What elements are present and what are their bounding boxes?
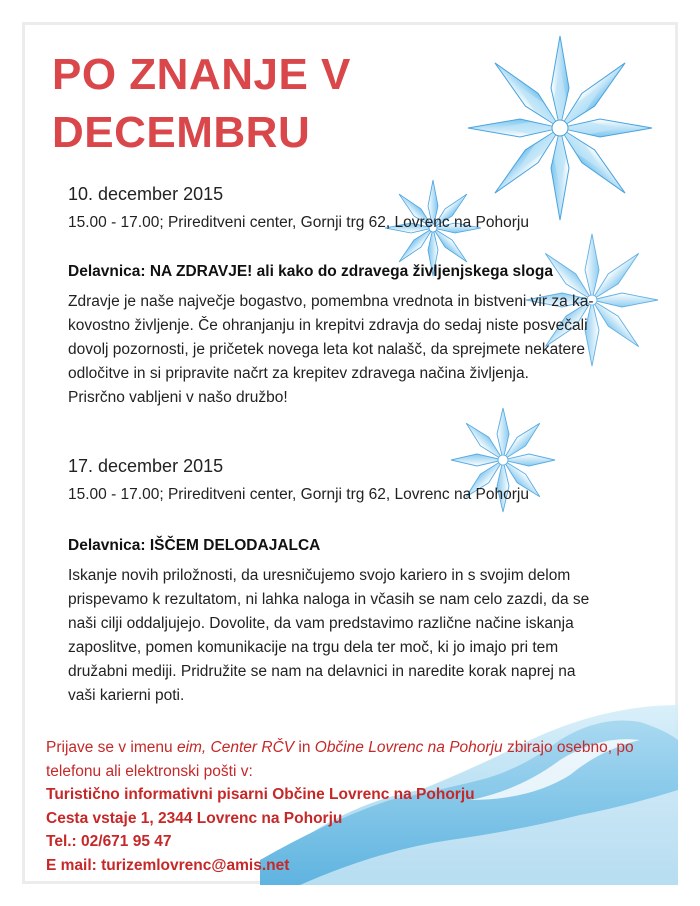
event-2-description-line: prispevamo k rezultatom, ni lahka naloga in včasih se nam celo zazdi, da se — [68, 591, 590, 608]
event-2-date: 17. december 2015 — [68, 456, 224, 476]
event-2-workshop — [68, 537, 320, 555]
title-line-2: DECEMBRU — [52, 108, 311, 157]
event-1-description — [68, 290, 653, 410]
footer-office: Turistično informativni pisarni Občine Lovrenc na Pohorju — [46, 786, 475, 803]
footer-intro-text: in — [294, 739, 315, 756]
event-1-time-place: 15.00 - 17.00; Prireditveni center, Gornji trg 62, Lovrenc na Pohorju — [68, 214, 529, 231]
event-1-description-line: dovolj pozornosti, je pričetek novega leta kot nalašč, da sprejmete nekatere — [68, 341, 585, 358]
event-2-description-line: vaši karierni poti. — [68, 687, 185, 704]
footer-intro-text: zbirajo osebno, po — [502, 739, 634, 756]
event-1-description-line: Zdravje je naše največje bogastvo, pomembna vrednota in bistveni vir za ka- — [68, 293, 594, 310]
footer-intro-text: Prijave se v imenu — [46, 739, 177, 756]
event-1-date: 10. december 2015 — [68, 184, 224, 204]
event-2-description-line: družabni mediji. Pridružite se nam na delavnici in naredite korak naprej na — [68, 663, 576, 680]
footer-intro-line-2: telefonu ali elektronski pošti v: — [46, 762, 253, 780]
event-2-description — [68, 564, 653, 708]
footer-organizer: eim, Center RČV — [176, 739, 295, 756]
event-2-workshop-title: IŠČEM DELODAJALCA — [149, 537, 321, 554]
snowflake-icon — [468, 36, 652, 220]
footer-intro-line — [46, 736, 676, 760]
event-2-description-line: naši cilji oddaljujejo. Dovolite, da vam predstavimo različne načine iskanja — [68, 615, 574, 632]
event-1-workshop-title: NA ZDRAVJE! ali kako do zdravega življenjskega sloga — [149, 263, 553, 280]
footer-email: E mail: turizemlovrenc@amis.net — [46, 856, 290, 874]
title-line-1: PO ZNANJE V — [52, 50, 351, 99]
event-1-description-line: Prisrčno vabljeni v našo družbo! — [68, 389, 288, 406]
registration-footer — [46, 736, 676, 877]
event-1-workshop-prefix: Delavnica: — [68, 263, 150, 280]
event-2-description-line: zaposlitve, pomen komunikacije na trgu dela ter moč, ki jo imajo pri tem — [68, 639, 559, 656]
event-2-time-place: 15.00 - 17.00; Prireditveni center, Gornji trg 62, Lovrenc na Pohorju — [68, 486, 529, 503]
event-2-workshop-prefix: Delavnica: — [68, 537, 150, 554]
event-1-description-line: kovostno življenje. Če ohranjanju in krepitvi zdravja do sedaj niste posvečali — [68, 317, 588, 334]
page-title — [52, 46, 351, 162]
footer-municipality: Občine Lovrenc na Pohorju — [314, 739, 503, 756]
footer-address: Cesta vstaje 1, 2344 Lovrenc na Pohorju — [46, 809, 343, 827]
event-1-workshop — [68, 263, 553, 281]
event-1-description-line: odločitve in si pripravite načrt za krepitev zdravega načina življenja. — [68, 365, 529, 382]
footer-phone: Tel.: 02/671 95 47 — [46, 833, 172, 850]
event-2-description-line: Iskanje novih priložnosti, da uresničujemo svojo kariero in s svojim delom — [68, 567, 571, 584]
